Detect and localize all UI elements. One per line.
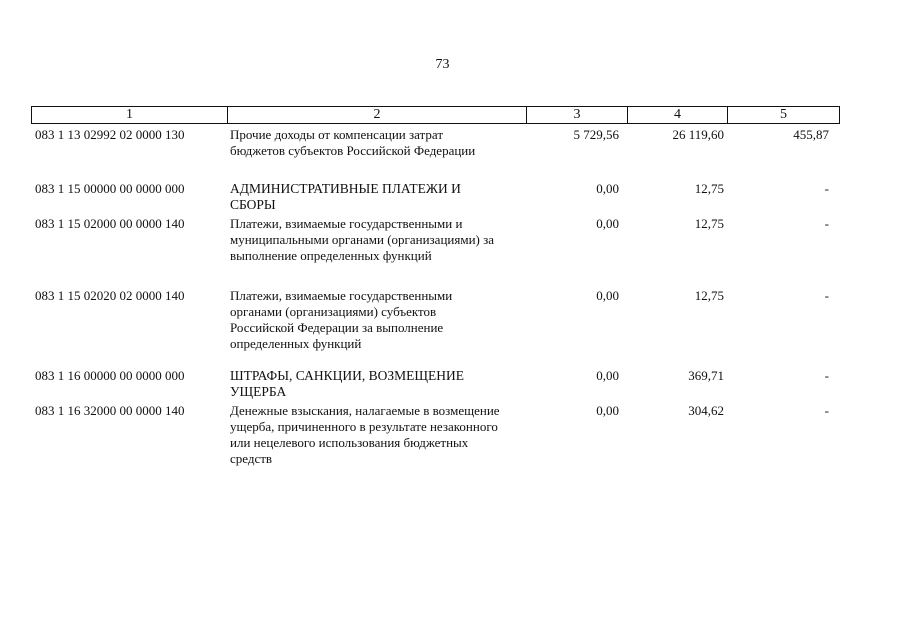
value-col-5: - bbox=[824, 368, 829, 383]
value-col-4: 12,75 bbox=[694, 181, 724, 196]
budget-code: 083 1 16 00000 00 0000 000 bbox=[35, 368, 185, 383]
income-name-line: Денежные взыскания, налагаемые в возмещение bbox=[230, 403, 500, 418]
income-name-line: Платежи, взимаемые государственными и bbox=[230, 216, 463, 231]
income-name-line: органами (организациями) субъектов bbox=[230, 304, 437, 319]
header-col-3: 3 bbox=[527, 107, 628, 123]
header-col-1: 1 bbox=[32, 107, 228, 123]
income-name-line: Прочие доходы от компенсации затрат bbox=[230, 127, 444, 142]
value-col-4: 12,75 bbox=[694, 288, 724, 303]
value-col-4: 26 119,60 bbox=[672, 127, 724, 142]
header-col-4: 4 bbox=[628, 107, 728, 123]
income-name bbox=[230, 127, 530, 159]
header-col-5: 5 bbox=[780, 107, 787, 122]
budget-code: 083 1 15 02020 02 0000 140 bbox=[35, 288, 185, 303]
budget-code: 083 1 15 02000 00 0000 140 bbox=[35, 216, 185, 231]
value-col-4: 369,71 bbox=[688, 368, 724, 383]
value-col-5: - bbox=[824, 403, 829, 418]
value-col-3: 0,00 bbox=[596, 403, 619, 418]
income-name bbox=[230, 216, 530, 264]
income-name-line: СБОРЫ bbox=[230, 197, 276, 212]
income-name-line: средств bbox=[230, 451, 273, 466]
value-col-3: 0,00 bbox=[596, 216, 619, 231]
income-name bbox=[230, 368, 530, 400]
income-name-line: бюджетов субъектов Российской Федерации bbox=[230, 143, 476, 158]
income-name-line: УЩЕРБА bbox=[230, 384, 287, 399]
income-name bbox=[230, 288, 530, 352]
income-name-line: АДМИНИСТРАТИВНЫЕ ПЛАТЕЖИ И bbox=[230, 181, 461, 196]
value-col-3: 0,00 bbox=[596, 288, 619, 303]
income-name-line: Платежи, взимаемые государственными bbox=[230, 288, 453, 303]
value-col-5: - bbox=[824, 181, 829, 196]
header-col-2: 2 bbox=[228, 107, 527, 123]
income-name-line: ущерба, причиненного в результате незаконного bbox=[230, 419, 498, 434]
income-name bbox=[230, 403, 530, 467]
value-col-4: 12,75 bbox=[694, 216, 724, 231]
value-col-3: 0,00 bbox=[596, 368, 619, 383]
income-name-line: или нецелевого использования бюджетных bbox=[230, 435, 469, 450]
value-col-4: 304,62 bbox=[688, 403, 724, 418]
budget-code: 083 1 16 32000 00 0000 140 bbox=[35, 403, 185, 418]
budget-code: 083 1 13 02992 02 0000 130 bbox=[35, 127, 185, 142]
income-name-line: ШТРАФЫ, САНКЦИИ, ВОЗМЕЩЕНИЕ bbox=[230, 368, 464, 383]
value-col-5: - bbox=[824, 288, 829, 303]
income-name-line: определенных функций bbox=[230, 336, 362, 351]
table-header-row bbox=[31, 106, 840, 124]
income-name-line: Российской Федерации за выполнение bbox=[230, 320, 444, 335]
value-col-3: 0,00 bbox=[596, 181, 619, 196]
income-name-line: выполнение определенных функций bbox=[230, 248, 432, 263]
income-name-line: муниципальными органами (организациями) за bbox=[230, 232, 495, 247]
budget-code: 083 1 15 00000 00 0000 000 bbox=[35, 181, 185, 196]
page-number: 73 bbox=[435, 57, 450, 72]
income-name bbox=[230, 181, 530, 213]
value-col-3: 5 729,56 bbox=[573, 127, 619, 142]
value-col-5: - bbox=[824, 216, 829, 231]
value-col-5: 455,87 bbox=[793, 127, 829, 142]
